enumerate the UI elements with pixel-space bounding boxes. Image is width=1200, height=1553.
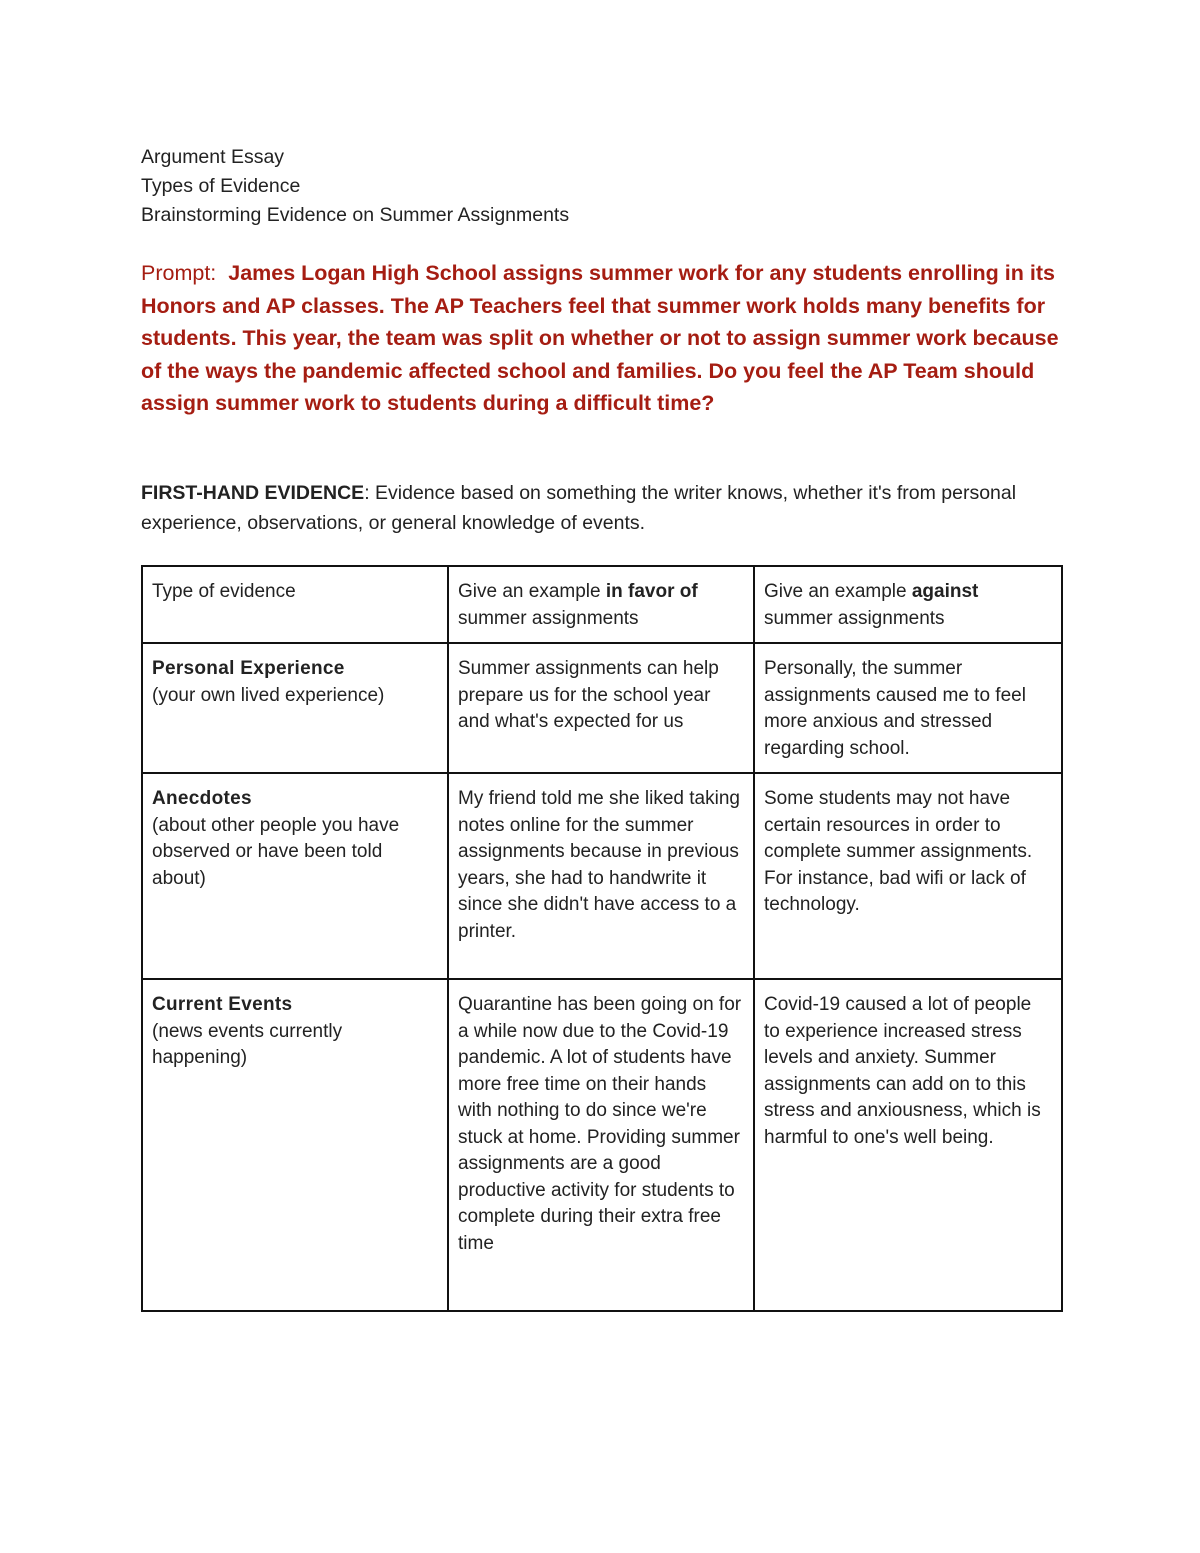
table-row: [142, 773, 1062, 979]
in-favor-cell: My friend told me she liked taking notes online for the summer assignments because in previous years, she had to handwrite it since she didn't have access to a printer.: [448, 773, 754, 979]
header-in-favor-emphasis: in favor of: [605, 581, 698, 602]
row-title: Current Events: [152, 994, 293, 1015]
header-topic: Brainstorming Evidence on Summer Assignments: [141, 204, 570, 226]
header-against-emphasis: against: [911, 581, 979, 602]
table-header-row: [142, 566, 1062, 643]
in-favor-cell: Summer assignments can help prepare us for the school year and what's expected for us: [448, 643, 754, 773]
header-cell-against: [754, 566, 1062, 643]
row-type-cell: [142, 979, 448, 1311]
table-row: [142, 979, 1062, 1311]
header-cell-type: [142, 566, 448, 643]
header-against-prefix: Give an example: [764, 581, 912, 602]
header-in-favor-suffix: summer assignments: [458, 607, 639, 629]
document-header: [141, 143, 569, 230]
header-in-favor-prefix: Give an example: [458, 581, 606, 602]
against-cell: Personally, the summer assignments caused me to feel more anxious and stressed regarding school.: [754, 643, 1062, 773]
row-title: Personal Experience: [152, 658, 345, 679]
first-hand-definition: [141, 479, 1066, 538]
header-subtitle: Types of Evidence: [141, 175, 301, 197]
row-type-cell: [142, 773, 448, 979]
prompt-label: Prompt:: [141, 261, 217, 285]
against-cell: Covid-19 caused a lot of people to experience increased stress levels and anxiety. Summer assignments can add on to this stress and anxiousness, which is harmful to one's well being.: [754, 979, 1062, 1311]
table-row: [142, 643, 1062, 773]
header-cell-in-favor: [448, 566, 754, 643]
first-hand-description: : Evidence based on something the writer knows, whether it's from personal experience, observations, or general knowledge of events.: [141, 482, 1017, 534]
evidence-table: [141, 565, 1063, 1312]
against-cell: Some students may not have certain resources in order to complete summer assignments. For instance, bad wifi or lack of technology.: [754, 773, 1062, 979]
prompt-text: James Logan High School assigns summer work for any students enrolling in its Honors and AP classes. The AP Teachers feel that summer work holds many benefits for students. This year, the team was split on whether or not to assign summer work because of the ways the pandemic affected school and families. Do you feel the AP Team should assign summer work to students during a difficult time?: [141, 261, 1059, 416]
in-favor-cell: Quarantine has been going on for a while now due to the Covid-19 pandemic. A lot of students have more free time on their hands with nothing to do since we're stuck at home. Providing summer assignments are a good productive activity for students to complete during their extra free time: [448, 979, 754, 1311]
row-subtitle: (your own lived experience): [152, 684, 385, 706]
header-against-suffix: summer assignments: [764, 607, 945, 629]
header-title: Argument Essay: [141, 146, 285, 168]
header-type-label: Type of evidence: [152, 581, 296, 602]
prompt-paragraph: [141, 257, 1076, 420]
row-subtitle: (news events currently happening): [152, 1020, 343, 1068]
row-subtitle: (about other people you have observed or have been told about): [152, 814, 400, 889]
row-title: Anecdotes: [152, 788, 252, 809]
row-type-cell: [142, 643, 448, 773]
first-hand-term: FIRST-HAND EVIDENCE: [141, 482, 365, 504]
